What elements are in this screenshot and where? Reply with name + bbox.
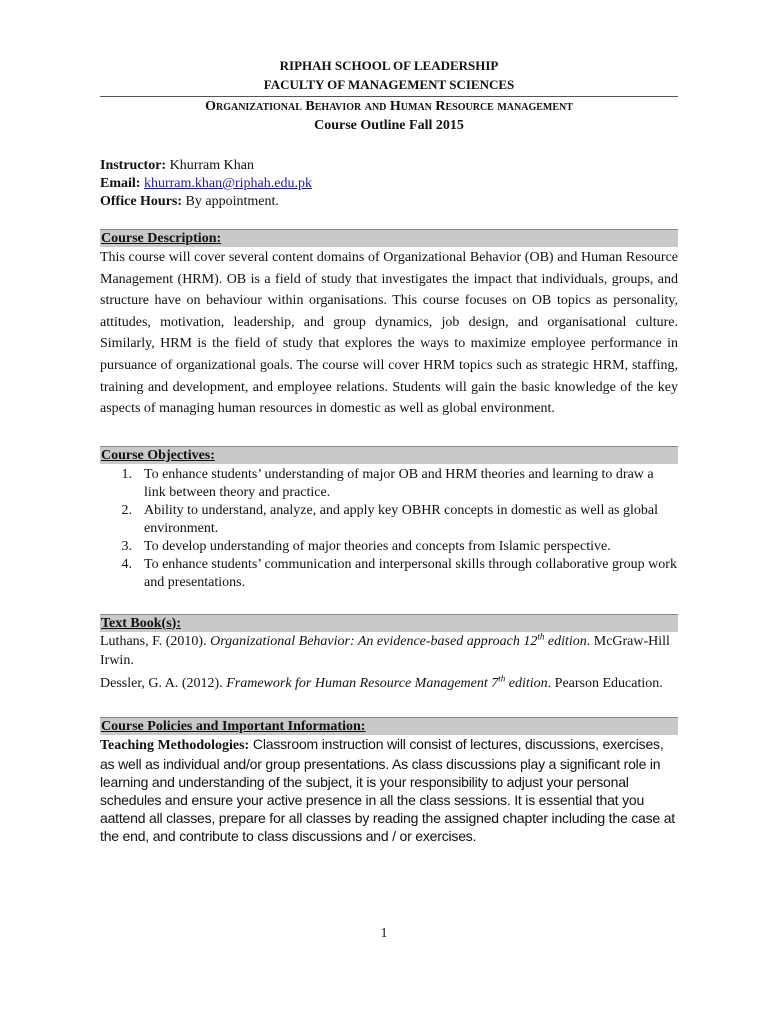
teaching-methodologies-paragraph (100, 735, 678, 845)
course-objectives-heading: Course Objectives: (100, 446, 678, 464)
course-policies-section (100, 717, 678, 845)
instructor-line (100, 157, 678, 175)
book-publisher: . Pearson Education. (547, 675, 663, 691)
book-edition-sup: th (537, 631, 545, 642)
book-title: Framework for Human Resource Management 7 (226, 675, 499, 691)
course-description-text: This course will cover several content domains of Organizational Behavior (OB) and Human Resource Management (HRM). OB is a field of study that investigates the impact that individuals, groups, and structure have on behaviour within organisations. This course focuses on OB topics as personality, attitudes, motivation, leadership, and group dynamics, job design, and organisational culture. Similarly, HRM is the field of study that explores the ways to maximize employee performance in pursuance of organizational goals. The course will cover HRM topics such as strategic HRM, staffing, training and development, and employee relations. Students will gain the basic knowledge of the key aspects of managing human resources in domestic as well as global environment. (100, 250, 678, 417)
textbooks-section (100, 614, 678, 693)
objectives-list (100, 466, 678, 592)
textbooks-heading: Text Book(s): (100, 614, 678, 632)
book-edition-sup: th (498, 673, 506, 684)
list-item (100, 538, 678, 556)
instructor-label: Instructor: (100, 158, 167, 173)
book-edition: edition (505, 675, 548, 691)
office-hours-value: By appointment. (185, 194, 279, 209)
course-title: Organizational Behavior and Human Resource management (205, 99, 573, 114)
office-hours-label: Office Hours: (100, 194, 183, 209)
book-author: Luthans, F. (2010). (100, 633, 211, 649)
page-number: 1 (380, 926, 388, 941)
teaching-methodologies-text: Classroom instruction will consist of lectures, discussions, exercises, as well as individual and/or group presentations. As class discussions play a significant role in learning and understanding of the subject, it is your responsibility to adjust your personal schedules and ensure your active presence in all the class sessions. It is essential that you aattend all classes, prepare for all classes by reading the assigned chapter including the case at the end, and contribute to class discussions and / or exercises. (100, 735, 675, 844)
book-edition: edition (544, 633, 587, 649)
list-item (100, 466, 678, 502)
document-page (100, 56, 678, 845)
list-text: To enhance students’ understanding of major OB and HRM theories and learning to draw a link between theory and practice. (144, 466, 654, 500)
list-text: Ability to understand, analyze, and apply key OBHR concepts in domestic as well as global environment. (144, 502, 658, 536)
school-name: RIPHAH SCHOOL OF LEADERSHIP (279, 58, 499, 73)
email-label: Email: (100, 176, 141, 191)
course-policies-heading: Course Policies and Important Information: (100, 717, 678, 735)
document-header (100, 56, 678, 135)
course-description-heading: Course Description: (100, 229, 678, 247)
book-publisher: . McGraw-Hill Irwin. (100, 633, 670, 668)
textbook-reference-1 (100, 632, 678, 670)
course-description-section (100, 229, 678, 420)
course-outline-title: Course Outline Fall 2015 (314, 118, 464, 133)
book-title: Organizational Behavior: An evidence-based approach 12 (210, 633, 538, 649)
office-hours-line (100, 193, 678, 211)
list-number: 1. (121, 466, 132, 482)
list-item (100, 502, 678, 538)
faculty-name: FACULTY OF MANAGEMENT SCIENCES (263, 77, 515, 92)
textbook-reference-2 (100, 674, 678, 693)
list-number: 3. (121, 538, 132, 554)
list-text: To develop understanding of major theories and concepts from Islamic perspective. (144, 538, 611, 554)
list-number: 4. (121, 556, 132, 572)
course-objectives-section (100, 446, 678, 592)
list-item (100, 556, 678, 592)
teaching-methodologies-label: Teaching Methodologies: (100, 737, 250, 753)
email-link[interactable]: khurram.khan@riphah.edu.pk (143, 176, 312, 191)
book-author: Dessler, G. A. (2012). (100, 675, 227, 691)
list-text: To enhance students’ communication and interpersonal skills through collaborative group work and presentations. (144, 556, 677, 590)
instructor-info (100, 157, 678, 211)
email-line (100, 175, 678, 193)
list-number: 2. (121, 502, 132, 518)
instructor-name: Khurram Khan (169, 158, 254, 173)
